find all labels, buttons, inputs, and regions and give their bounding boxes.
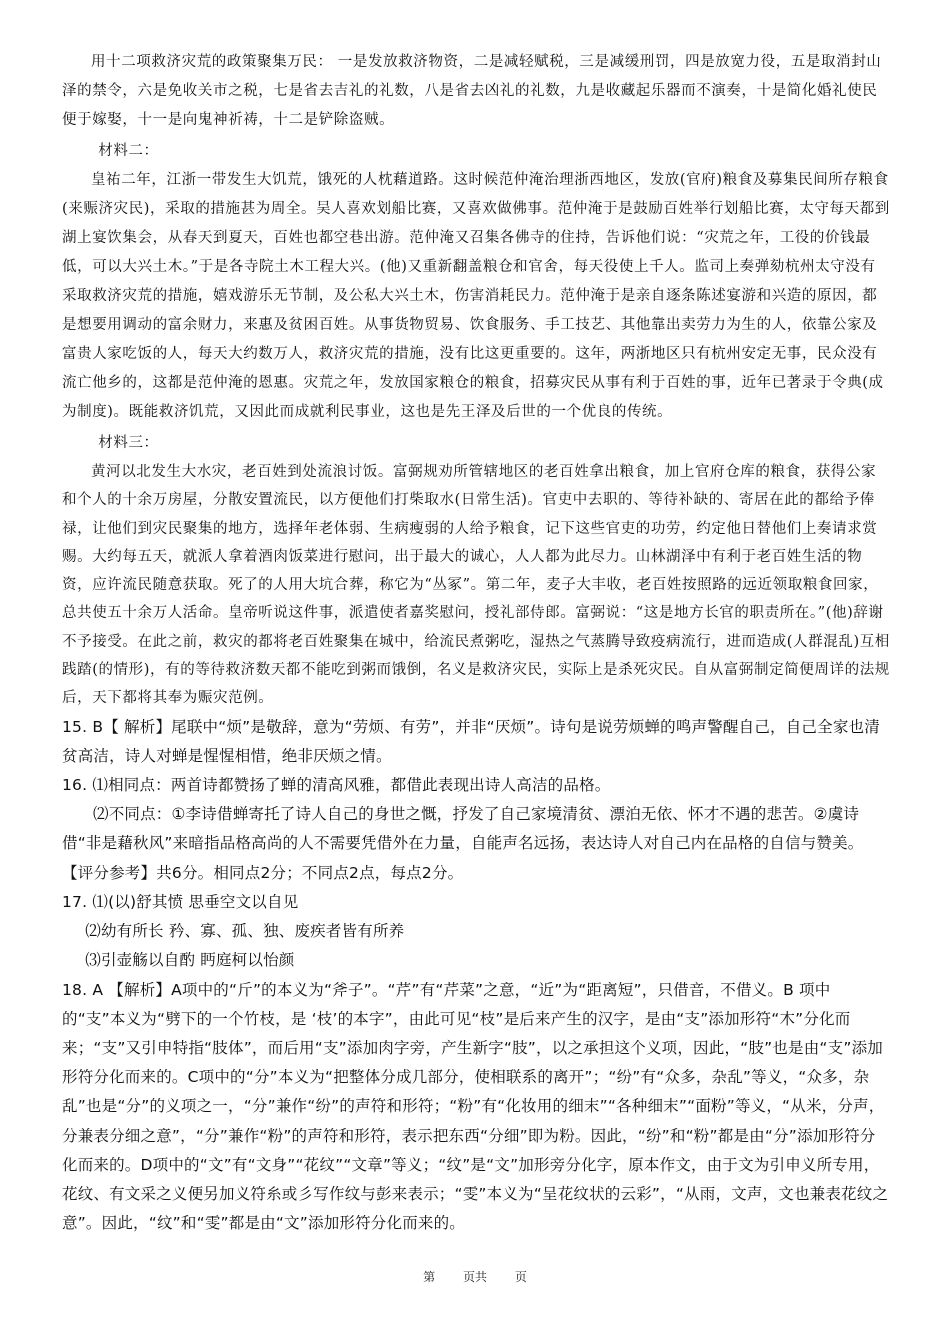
- question-18-answer: 18. A 【解析】A项中的“斤”的本义为“斧子”。“芹”有“芹菜”之意，“近”为“距离短”，只借音，不借义。B 项中的“支”本义为“劈下的一个竹枝，是 ‘枝’的本字”，由此可见“枝”是后来产生的汉字，是由“支”添加形符“木”分化而来；“支”又引申特指“肢体”，而后用“支”添加肉字旁，产生新字“肢”，以之承担这个义项，因此，“肢”也是由“支”添加形符分化而来的。C项中的“分”本义为“把整体分成几部分，使相联系的离开”；“纷”有“众多，杂乱”等义，“众多，杂乱”也是“分”的义项之一，“分”兼作“纷”的声符和形符；“粉”有“化妆用的细末”“各种细末”“面粉”等义，“从米，分声，分兼表分细之意”，“分”兼作“粉”的声符和形符，表示把东西“分细”即为粉。因此，“纷”和“粉”都是由“分”添加形符分化而来的。D项中的“文”有“文身”“花纹”“文章”等义；“纹”是“文”加形旁分化字，原本作文，由于文为引申义所专用，花纹、有文采之义便另加义符糸或彡写作纹与彭来表示；“雯”本义为“呈花纹状的云彩”，“从雨，文声，文也兼表花纹之意”。因此，“纹”和“雯”都是由“文”添加形符分化而来的。: [62, 980, 889, 1233]
- material-two-text: 皇祐二年，江浙一带发生大饥荒，饿死的人枕藉道路。这时候范仲淹治理浙西地区，发放(官府)粮食及募集民间所存粮食(来赈济灾民)，采取的措施甚为周全。吴人喜欢划船比赛，又喜欢做佛事。范仲淹于是鼓励百姓举行划船比赛，太守每天都到湖上宴饮集会，从春天到夏天，百姓也都空巷出游。范仲淹又召集各佛寺的住持，告诉他们说：“灾荒之年，工役的价钱最低，可以大兴土木。”于是各寺院土木工程大兴。(他)又重新翻盖粮仓和官舍，每天役使上千人。监司上奏弹劾杭州太守没有采取救济灾荒的措施，嬉戏游乐无节制，及公私大兴土木，伤害消耗民力。范仲淹于是亲自逐条陈述宴游和兴造的原因，都是想要用调动的富余财力，来惠及贫困百姓。从事货物贸易、饮食服务、手工技艺、其他靠出卖劳力为生的人，依靠公家及富贵人家吃饭的人，每天大约数万人，救济灾荒的措施，没有比这更重要的。这年，两浙地区只有杭州安定无事，民众没有流亡他乡的，这都是范仲淹的恩惠。灾荒之年，发放国家粮仓的粮食，招募灾民从事有利于百姓的事，近年已著录于令典(成为制度)。既能救济饥荒，又因此而成就利民事业，这也是先王泽及后世的一个优良的传统。: [62, 172, 890, 420]
- material-three-heading: 材料三：: [98, 435, 159, 451]
- material-two-block: [62, 137, 890, 427]
- question-16-same: 16. ⑴相同点：两首诗都赞扬了蝉的清高风雅，都借此表现出诗人高洁的品格。: [62, 776, 611, 795]
- footer-page-mid: 页共: [462, 1270, 487, 1284]
- question-16-diff: ⑵不同点：①李诗借蝉寄托了诗人自己的身世之慨，抒发了自己家境清贫、漂泊无依、怀才不遇的悲苦。②虞诗借“非是藉秋风”来暗指品格高尚的人不需要凭借外在力量，自能声名远扬，表达诗人对自己内在品格的自信与赞美。: [62, 805, 864, 853]
- question-16-score: 【评分参考】共6分。相同点2分；不同点2点，每点2分。: [62, 863, 464, 882]
- question-17-line-3: ⑶引壶觞以自酌 眄庭柯以怡颜: [85, 951, 295, 970]
- material-two-heading: 材料二：: [98, 143, 159, 159]
- question-17-line-2: ⑵幼有所长 矜、寡、孤、独、废疾者皆有所养: [85, 922, 405, 941]
- material-one-block: [62, 48, 890, 135]
- material-three-text: 黄河以北发生大水灾，老百姓到处流浪讨饭。富弼规劝所管辖地区的老百姓拿出粮食，加上官府仓库的粮食，获得公家和个人的十余万房屋，分散安置流民，以方便他们打柴取水(日常生活)。官吏中去职的、等待补缺的、寄居在此的都给予俸禄，让他们到灾民聚集的地方，选择年老体弱、生病瘦弱的人给予粮食，记下这些官吏的功劳，约定他日替他们上奏请求赏赐。大约每五天，就派人拿着酒肉饭菜进行慰问，出于最大的诚心，人人都为此尽力。山林湖泽中有利于老百姓生活的物资，应许流民随意获取。死了的人用大坑合葬，称它为“丛冢”。第二年，麦子大丰收，老百姓按照路的远近领取粮食回家，总共使五十余万人活命。皇帝听说这件事，派遣使者嘉奖慰问，授礼部侍郎。富弼说：“这是地方长官的职责所在。”(他)辞谢不予接受。在此之前，救灾的都将老百姓聚集在城中，给流民煮粥吃，湿热之气蒸腾导致疫病流行，进而造成(人群混乱)互相践踏(的情形)，有的等待救济数天都不能吃到粥而饿倒，名义是救济灾民，实际上是杀死灾民。自从富弼制定简便周详的法规后，天下都将其奉为赈灾范例。: [62, 464, 890, 707]
- question-16: [62, 771, 890, 888]
- question-15: [62, 713, 890, 771]
- footer-page-label: 第: [423, 1270, 436, 1284]
- page-footer: [0, 1268, 950, 1285]
- material-one-text: 用十二项救济灾荒的政策聚集万民： 一是发放救济物资，二是减轻赋税，三是减缓刑罚，四是放宽力役，五是取消封山泽的禁令，六是免收关市之税，七是省去吉礼的礼数，八是省去凶礼的礼数，九是收藏起乐器而不演奏，十是简化婚礼使民便于嫁娶，十一是向鬼神祈祷，十二是铲除盗贼。: [62, 54, 882, 128]
- footer-page-end: 页: [514, 1270, 527, 1284]
- question-17-line-1: 17. ⑴(以)舒其愤 思垂空文以自见: [62, 892, 299, 911]
- question-15-answer: 15. B【 解析】尾联中“烦”是敬辞，意为“劳烦、有劳”，并非“厌烦”。诗句是说劳烦蝉的鸣声警醒自己，自己全家也清贫高洁，诗人对蝉是惺惺相惜，绝非厌烦之情。: [62, 717, 880, 765]
- question-18: [62, 976, 890, 1239]
- material-three-block: [62, 429, 890, 713]
- question-17: [62, 888, 890, 976]
